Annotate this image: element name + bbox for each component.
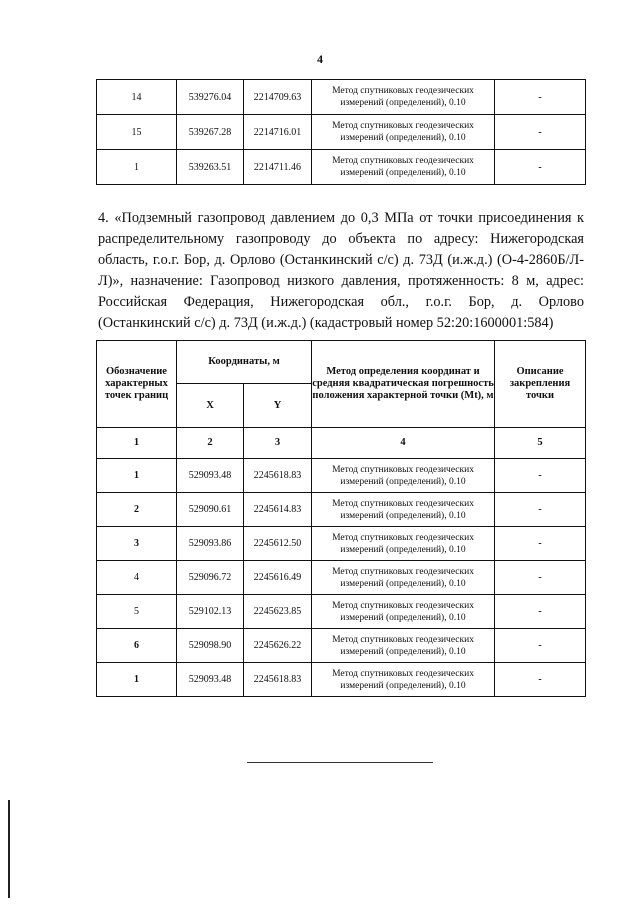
table-row	[97, 527, 586, 561]
column-number: 4	[312, 428, 495, 459]
point-cell: 5	[97, 595, 177, 629]
header-point-designation: Обозначение характерных точек границ	[97, 341, 177, 428]
x-cell: 539267.28	[177, 115, 244, 150]
method-cell: Метод спутниковых геодезических измерений (определений), 0.10	[312, 459, 495, 493]
description-cell: -	[495, 629, 586, 663]
table-row	[97, 80, 586, 115]
x-cell: 539263.51	[177, 150, 244, 185]
description-cell: -	[495, 527, 586, 561]
table-row	[97, 595, 586, 629]
method-cell: Метод спутниковых геодезических измерений (определений), 0.10	[312, 629, 495, 663]
point-cell: 3	[97, 527, 177, 561]
description-cell: -	[495, 663, 586, 697]
table-row	[97, 493, 586, 527]
x-cell: 539276.04	[177, 80, 244, 115]
method-cell: Метод спутниковых геодезических измерений (определений), 0.10	[312, 527, 495, 561]
point-cell: 2	[97, 493, 177, 527]
point-cell: 4	[97, 561, 177, 595]
column-number: 1	[97, 428, 177, 459]
y-cell: 2214716.01	[244, 115, 312, 150]
table-row	[97, 629, 586, 663]
header-x: X	[177, 384, 244, 428]
x-cell: 529093.48	[177, 663, 244, 697]
point-cell: 6	[97, 629, 177, 663]
point-cell: 1	[97, 150, 177, 185]
method-cell: Метод спутниковых геодезических измерений (определений), 0.10	[312, 561, 495, 595]
y-cell: 2245616.49	[244, 561, 312, 595]
coordinates-table	[96, 340, 586, 697]
column-number: 3	[244, 428, 312, 459]
description-cell: -	[495, 115, 586, 150]
method-cell: Метод спутниковых геодезических измерений (определений), 0.10	[312, 150, 495, 185]
x-cell: 529098.90	[177, 629, 244, 663]
description-cell: -	[495, 561, 586, 595]
column-number: 2	[177, 428, 244, 459]
y-cell: 2245618.83	[244, 459, 312, 493]
y-cell: 2214711.46	[244, 150, 312, 185]
method-cell: Метод спутниковых геодезических измерений (определений), 0.10	[312, 663, 495, 697]
y-cell: 2245612.50	[244, 527, 312, 561]
method-cell: Метод спутниковых геодезических измерений (определений), 0.10	[312, 493, 495, 527]
object-description-paragraph: 4. «Подземный газопровод давлением до 0,3 МПа от точки присоединения к распределительному газопроводу до объекта по адресу: Нижегородская область, г.о.г. Бор, д. Орлово (Останкинский с/с) д. 73Д (и.ж.д.) (О-4-2860Б/Л-Л)», назначение: Газопровод низкого давления, протяженность: 8 м, адрес: Российская Федерация, Нижегородская обл., г.о.г. Бор, д. Орлово (Останкинский с/с) д. 73Д (и.ж.д.) (кадастровый номер 52:20:1600001:584)	[98, 210, 584, 331]
page-number: 4	[317, 52, 323, 66]
point-cell: 14	[97, 80, 177, 115]
description-cell: -	[495, 459, 586, 493]
header-y: Y	[244, 384, 312, 428]
scan-margin-line	[8, 800, 10, 898]
table-row	[97, 561, 586, 595]
header-description: Описание закрепления точки	[495, 341, 586, 428]
method-cell: Метод спутниковых геодезических измерений (определений), 0.10	[312, 80, 495, 115]
point-cell: 15	[97, 115, 177, 150]
x-cell: 529093.48	[177, 459, 244, 493]
coordinates-table-continued	[96, 79, 586, 185]
table-row	[97, 150, 586, 185]
signature-divider	[247, 762, 433, 763]
header-coordinates: Координаты, м	[177, 341, 312, 384]
table-row	[97, 115, 586, 150]
y-cell: 2214709.63	[244, 80, 312, 115]
x-cell: 529093.86	[177, 527, 244, 561]
method-cell: Метод спутниковых геодезических измерений (определений), 0.10	[312, 115, 495, 150]
x-cell: 529102.13	[177, 595, 244, 629]
y-cell: 2245623.85	[244, 595, 312, 629]
method-cell: Метод спутниковых геодезических измерений (определений), 0.10	[312, 595, 495, 629]
x-cell: 529090.61	[177, 493, 244, 527]
point-cell: 1	[97, 663, 177, 697]
header-method: Метод определения координат и средняя квадратическая погрешность положения характерной точки (Mt), м	[312, 341, 495, 428]
y-cell: 2245614.83	[244, 493, 312, 527]
x-cell: 529096.72	[177, 561, 244, 595]
table-row	[97, 663, 586, 697]
point-cell: 1	[97, 459, 177, 493]
y-cell: 2245618.83	[244, 663, 312, 697]
column-number: 5	[495, 428, 586, 459]
table-row	[97, 459, 586, 493]
description-cell: -	[495, 595, 586, 629]
y-cell: 2245626.22	[244, 629, 312, 663]
description-cell: -	[495, 80, 586, 115]
description-cell: -	[495, 493, 586, 527]
description-cell: -	[495, 150, 586, 185]
